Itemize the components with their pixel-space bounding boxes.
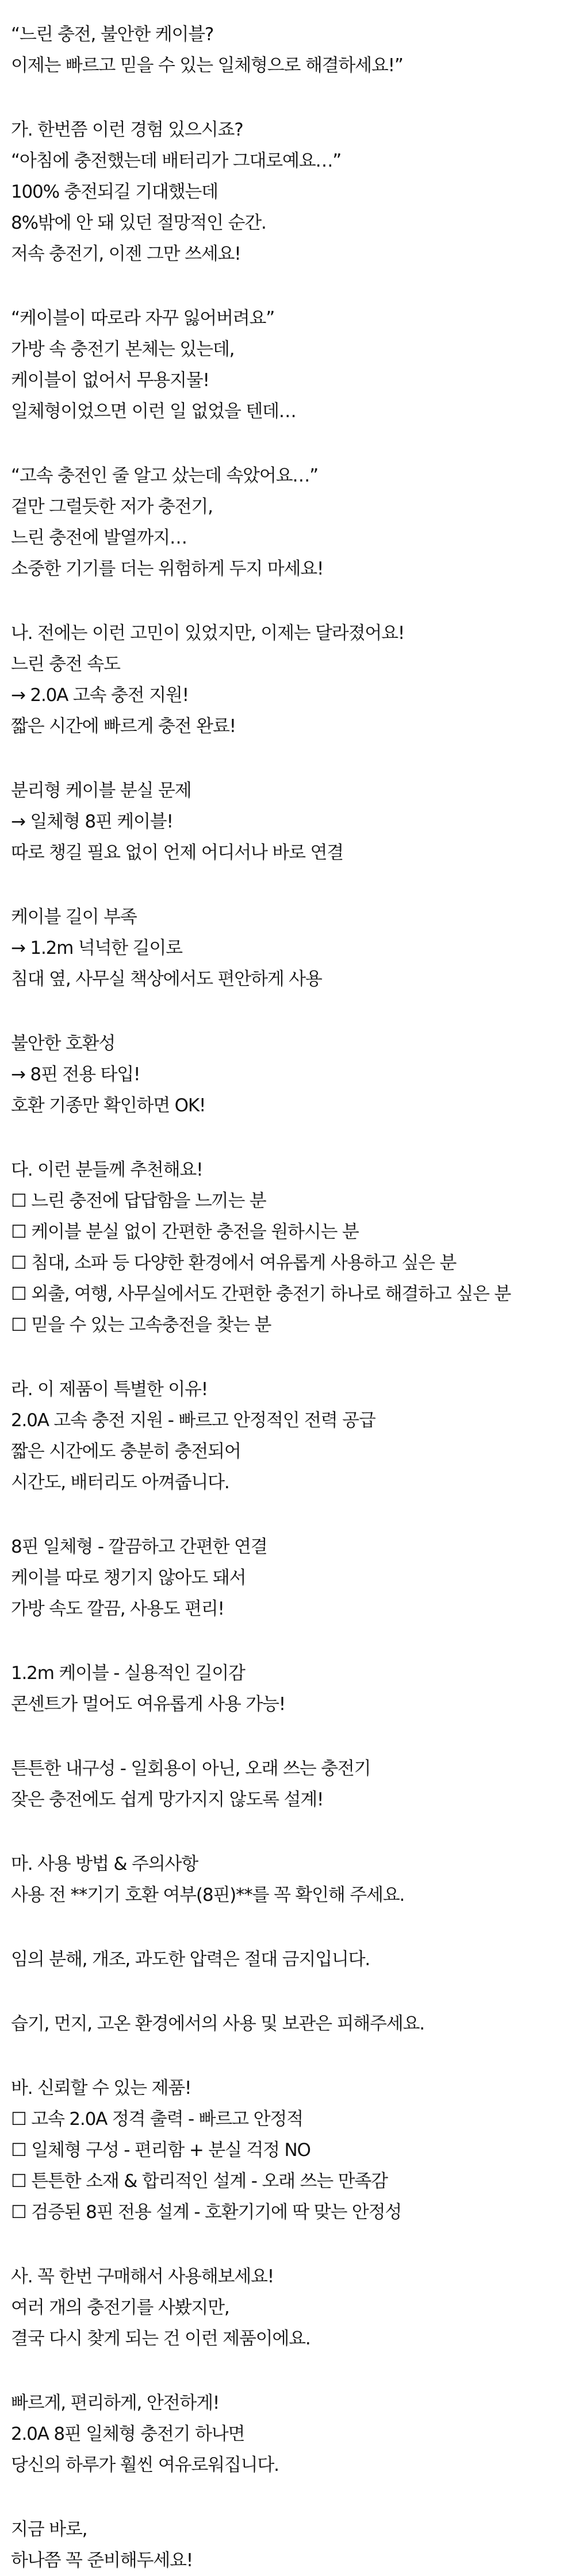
text-line: 빠르게, 편리하게, 안전하게! [11, 2393, 220, 2413]
checklist-item: ☐ 외출, 여행, 사무실에서도 간편한 충전기 하나로 해결하고 싶은 분 [11, 1284, 511, 1304]
text-line: 100% 충전되길 기대했는데 [11, 182, 218, 202]
section-heading: 라. 이 제품이 특별한 이유! [11, 1379, 208, 1400]
text-line: 가방 속도 깔끔, 사용도 편리! [11, 1599, 224, 1619]
section-recommended-for [11, 1154, 564, 1341]
paragraph-cable-12m [11, 1658, 564, 1720]
text-line: 시간도, 배터리도 아껴줍니다. [11, 1472, 229, 1493]
section-heading: 마. 사용 방법 & 주의사항 [11, 1854, 198, 1874]
text-line: 여러 개의 충전기를 사봤지만, [11, 2297, 229, 2318]
text-line: 하나쯤 꼭 준비해두세요! [11, 2550, 193, 2571]
text-line: 겉만 그럴듯한 저가 충전기, [11, 496, 213, 517]
text-line: 느린 충전에 발열까지… [11, 527, 187, 548]
text-line: 침대 옆, 사무실 책상에서도 편안하게 사용 [11, 969, 322, 989]
text-line: 케이블 따로 챙기지 않아도 돼서 [11, 1568, 246, 1588]
section-heading: 가. 한번쯤 이런 경험 있으시죠? [11, 120, 243, 140]
section-trusted-product [11, 2073, 564, 2228]
section-special-reasons [11, 1374, 564, 1498]
text-line: 2.0A 고속 충전 지원 - 빠르고 안정적인 전력 공급 [11, 1410, 375, 1431]
text-line: 호환 기종만 확인하면 OK! [11, 1095, 206, 1116]
paragraph-lost-cable [11, 303, 564, 427]
paragraph-durability [11, 1753, 564, 1815]
text-line: “고속 충전인 줄 알고 샀는데 속았어요…” [11, 465, 318, 486]
text-line: 습기, 먼지, 고온 환경에서의 사용 및 보관은 피해주세요. [11, 2013, 424, 2034]
text-line: 이제는 빠르고 믿을 수 있는 일체형으로 해결하세요!” [11, 55, 403, 76]
text-line: 짧은 시간에 빠르게 충전 완료! [11, 716, 236, 737]
section-heading: 사. 꼭 한번 구매해서 사용해보세요! [11, 2266, 274, 2287]
closing-call-to-action [11, 2514, 564, 2576]
paragraph-integrated-8pin [11, 1531, 564, 1624]
text-line: 짧은 시간에도 충분히 충전되어 [11, 1441, 241, 1462]
checklist-item: ☐ 튼튼한 소재 & 합리적인 설계 - 오래 쓰는 만족감 [11, 2171, 388, 2192]
text-line: 분리형 케이블 분실 문제 [11, 780, 191, 801]
text-line: 결국 다시 찾게 되는 건 이런 제품이에요. [11, 2328, 310, 2349]
checklist-item: ☐ 느린 충전에 답답함을 느끼는 분 [11, 1191, 266, 1211]
section-heading: 다. 이런 분들께 추천해요! [11, 1160, 203, 1180]
intro-headline [11, 19, 564, 81]
product-description [11, 19, 564, 2576]
checklist-item: ☐ 검증된 8핀 전용 설계 - 호환기기에 딱 맞는 안정성 [11, 2202, 402, 2223]
text-line: → 8핀 전용 타입! [11, 1064, 140, 1085]
paragraph-compatibility [11, 1028, 564, 1121]
text-line: 일체형이었으면 이런 일 없었을 텐데… [11, 401, 296, 422]
text-line: 잦은 충전에도 쉽게 망가지지 않도록 설계! [11, 1789, 324, 1810]
section-before-after [11, 618, 564, 742]
section-try-it [11, 2261, 564, 2354]
text-line: “케이블이 따로라 자꾸 잃어버려요” [11, 308, 275, 329]
checklist-item: ☐ 침대, 소파 등 다양한 환경에서 여유롭게 사용하고 싶은 분 [11, 1253, 457, 1273]
text-line: 소중한 기기를 더는 위험하게 두지 마세요! [11, 559, 324, 579]
checklist-item: ☐ 믿을 수 있는 고속충전을 찾는 분 [11, 1315, 271, 1335]
text-line: 느린 충전 속도 [11, 654, 120, 675]
section-heading: 바. 신뢰할 수 있는 제품! [11, 2078, 191, 2098]
text-line: “느린 충전, 불안한 케이블? [11, 24, 214, 45]
text-line: 케이블 길이 부족 [11, 907, 137, 927]
text-line: 가방 속 충전기 본체는 있는데, [11, 339, 235, 360]
text-line: 지금 바로, [11, 2519, 87, 2540]
paragraph-summary [11, 2388, 564, 2481]
section-experience [11, 114, 564, 269]
text-line: “아침에 충전했는데 배터리가 그대로예요…” [11, 151, 342, 171]
text-line: 1.2m 케이블 - 실용적인 길이감 [11, 1663, 245, 1684]
text-line: 임의 분해, 개조, 과도한 압력은 절대 금지입니다. [11, 1949, 370, 1970]
paragraph-detachable-cable [11, 775, 564, 868]
text-line: 따로 챙길 필요 없이 언제 어디서나 바로 연결 [11, 842, 344, 863]
text-line: 사용 전 **기기 호환 여부(8핀)**를 꼭 확인해 주세요. [11, 1885, 405, 1905]
paragraph-no-disassembly [11, 1944, 564, 1975]
text-line: → 2.0A 고속 충전 지원! [11, 685, 189, 706]
text-line: 2.0A 8핀 일체형 충전기 하나면 [11, 2424, 245, 2444]
paragraph-cable-length [11, 902, 564, 995]
text-line: 당신의 하루가 훨씬 여유로워집니다. [11, 2455, 279, 2475]
section-heading: 나. 전에는 이런 고민이 있었지만, 이제는 달라졌어요! [11, 623, 405, 644]
text-line: 불안한 호환성 [11, 1033, 116, 1054]
paragraph-fake-fast-charge [11, 460, 564, 584]
checklist-item: ☐ 고속 2.0A 정격 출력 - 빠르고 안정적 [11, 2109, 303, 2130]
text-line: 8%밖에 안 돼 있던 절망적인 순간. [11, 213, 266, 233]
section-usage-cautions [11, 1849, 564, 1911]
text-line: 케이블이 없어서 무용지물! [11, 370, 209, 391]
text-line: 8핀 일체형 - 깔끔하고 간편한 연결 [11, 1537, 267, 1557]
text-line: 콘센트가 멀어도 여유롭게 사용 가능! [11, 1694, 286, 1715]
text-line: 저속 충전기, 이젠 그만 쓰세요! [11, 244, 241, 264]
paragraph-storage-warning [11, 2008, 564, 2039]
text-line: → 1.2m 넉넉한 길이로 [11, 938, 182, 958]
text-line: → 일체형 8핀 케이블! [11, 811, 173, 832]
checklist-item: ☐ 케이블 분실 없이 간편한 충전을 원하시는 분 [11, 1222, 359, 1242]
checklist-item: ☐ 일체형 구성 - 편리함 + 분실 걱정 NO [11, 2140, 310, 2161]
text-line: 튼튼한 내구성 - 일회용이 아닌, 오래 쓰는 충전기 [11, 1758, 371, 1779]
